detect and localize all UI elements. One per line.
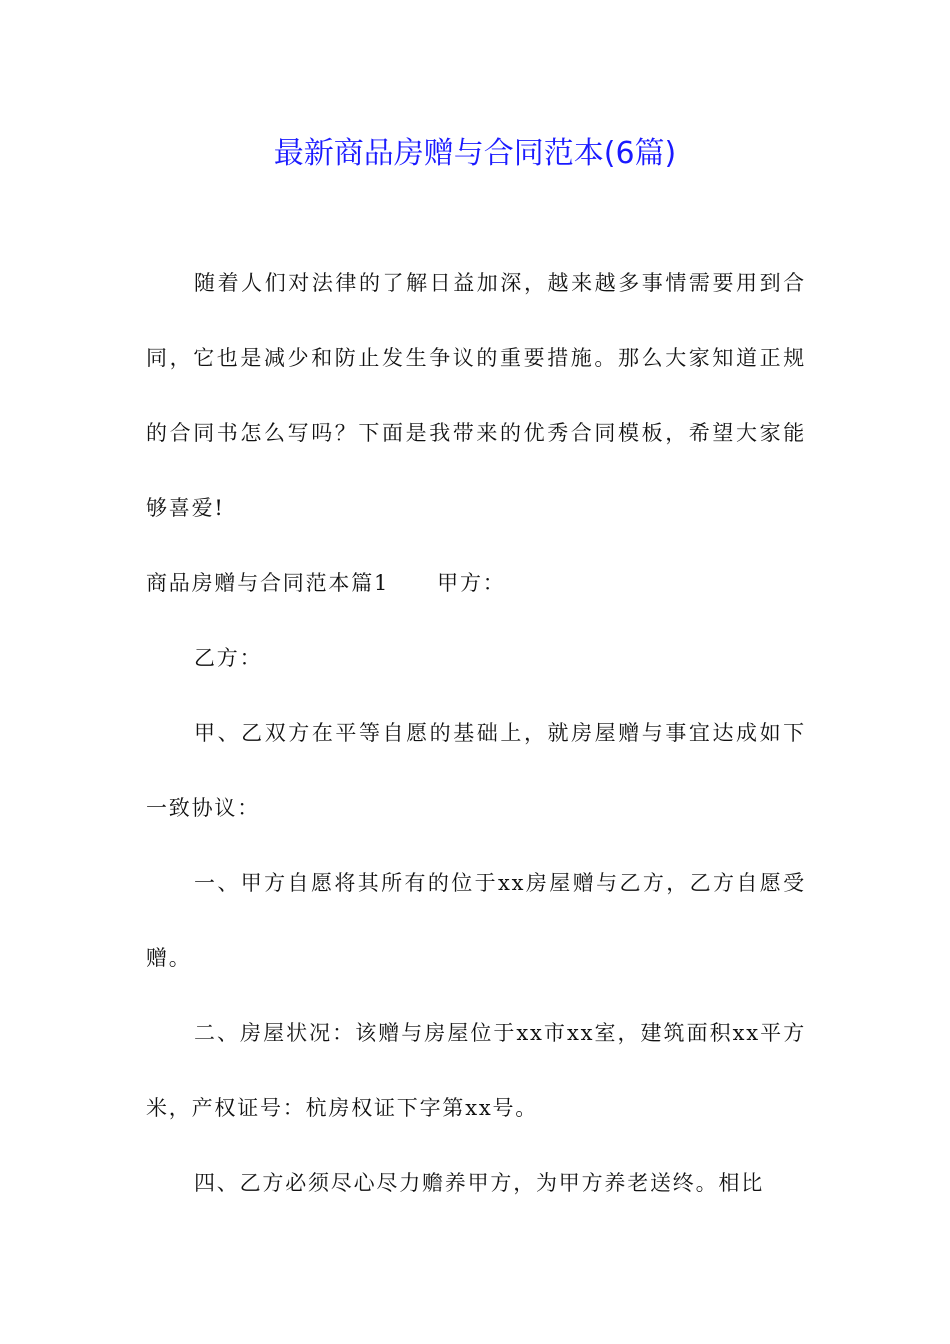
party-a-label: 甲方： xyxy=(437,571,506,595)
party-b-label: 乙方： xyxy=(194,646,263,670)
agreement-paragraph: 甲、乙双方在平等自愿的基础上，就房屋赠与事宜达成如下一致协议： xyxy=(146,721,806,820)
clause-2-paragraph: 二、房屋状况：该赠与房屋位于xx市xx室，建筑面积xx平方米，产权证号：杭房权证下字第xx号。 xyxy=(146,1021,806,1120)
document-title: 最新商品房赠与合同范本(6篇) xyxy=(273,136,677,171)
document-body xyxy=(146,246,806,1221)
section-heading: 商品房赠与合同范本篇1 xyxy=(146,571,390,595)
clause-1-paragraph: 一、甲方自愿将其所有的位于xx房屋赠与乙方，乙方自愿受赠。 xyxy=(146,871,806,970)
section-heading-line xyxy=(146,546,806,621)
intro-paragraph: 随着人们对法律的了解日益加深，越来越多事情需要用到合同，它也是减少和防止发生争议的重要措施。那么大家知道正规的合同书怎么写吗？下面是我带来的优秀合同模板，希望大家能够喜爱! xyxy=(146,271,806,520)
clause-4-paragraph: 四、乙方必须尽心尽力赡养甲方，为甲方养老送终。相比 xyxy=(194,1171,764,1195)
